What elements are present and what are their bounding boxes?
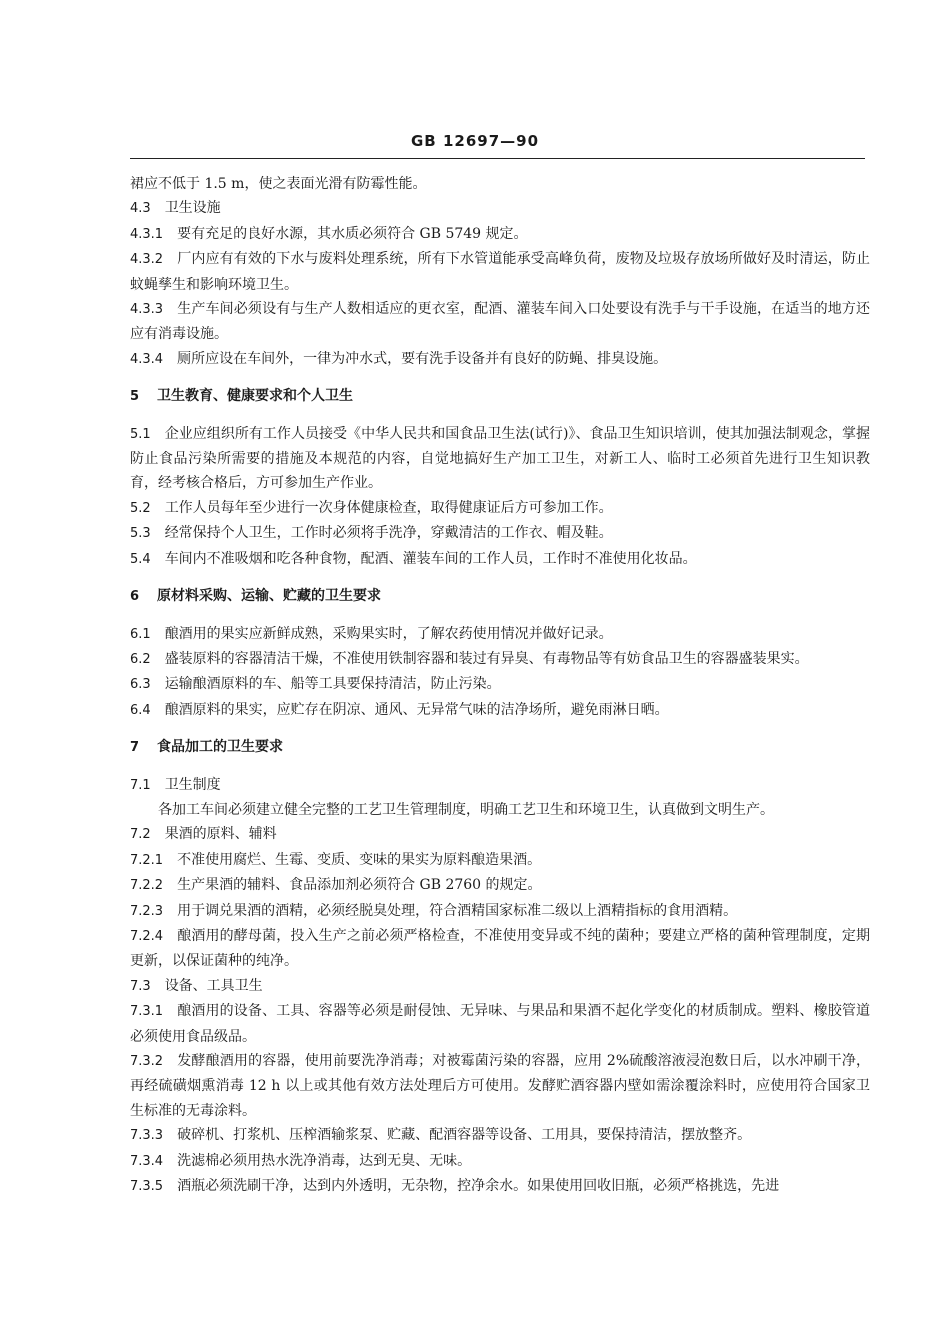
clause-5-2 — [130, 496, 870, 521]
clause-number: 7.3.3 — [130, 1128, 164, 1144]
clause-5-1 — [130, 422, 870, 496]
clause-text: 酿酒原料的果实，应贮存在阴凉、通风、无异常气味的洁净场所，避免雨淋日晒。 — [164, 701, 669, 718]
clause-text: 盛装原料的容器清洁干燥，不准使用铁制容器和装过有异臭、有毒物品等有妨食品卫生的容器盛装果实。 — [164, 650, 809, 667]
clause-text: 运输酿酒原料的车、船等工具要保持清洁，防止污染。 — [164, 676, 501, 693]
clause-number: 7.2.1 — [130, 852, 164, 868]
clause-5-4 — [130, 547, 870, 572]
section-title: 食品加工的卫生要求 — [157, 739, 284, 756]
clause-text: 车间内不准吸烟和吃各种食物，配酒、灌装车间的工作人员，工作时不准使用化妆品。 — [164, 550, 697, 567]
clause-text: 企业应组织所有工作人员接受《中华人民共和国食品卫生法(试行)》、食品卫生知识培训，使其加强法制观念，掌握防止食品污染所需要的措施及本规范的内容，自觉地搞好生产加工卫生，对新工人、临时工必须首先进行卫生知识教育，经考核合格后，方可参加生产作业。 — [130, 425, 870, 492]
clause-number: 7.3.1 — [130, 1004, 164, 1020]
clause-7-3-2 — [130, 1049, 870, 1123]
clause-text: 厕所应设在车间外，一律为冲水式，要有洗手设备并有良好的防蝇、排臭设施。 — [177, 350, 668, 367]
clause-number: 7.3 — [130, 978, 151, 994]
section-heading-7 — [130, 735, 870, 760]
clause-number: 5.3 — [130, 526, 151, 542]
section-heading-5 — [130, 384, 870, 409]
clause-7-3-1 — [130, 999, 870, 1049]
clause-text: 设备、工具卫生 — [164, 977, 263, 994]
clause-number: 4.3.3 — [130, 302, 164, 318]
clause-text: 生产车间必须设有与生产人数相适应的更衣室，配酒、灌装车间入口处要设有洗手与干手设施，在适当的地方还应有消毒设施。 — [130, 301, 870, 343]
document-body — [130, 172, 870, 1199]
clause-7-2-2 — [130, 873, 870, 898]
clause-number: 6.4 — [130, 702, 151, 718]
clause-text: 破碎机、打浆机、压榨酒输浆泵、贮藏、配酒容器等设备、工用具，要保持清洁，摆放整齐。 — [177, 1127, 752, 1144]
clause-text: 发酵酿酒用的容器，使用前要洗净消毒；对被霉菌污染的容器，应用 2%硫酸溶液浸泡数日后，以水冲刷干净，再经硫磺烟熏消毒 12 h 以上或其他有效方法处理后方可使用。发酵贮酒容器内壁如需涂覆涂料时，应使用符合国家卫生标准的无毒涂料。 — [130, 1053, 870, 1119]
section-number: 7 — [130, 740, 140, 756]
clause-text: 卫生制度 — [164, 776, 221, 793]
clause-7-2 — [130, 822, 870, 847]
clause-number: 4.3.2 — [130, 252, 164, 268]
clause-number: 7.2 — [130, 827, 151, 843]
clause-number: 7.2.4 — [130, 928, 164, 944]
clause-number: 7.3.4 — [130, 1153, 164, 1169]
clause-text: 酒瓶必须洗刷干净，达到内外透明，无杂物，控净余水。如果使用回收旧瓶，必须严格挑选，先进 — [177, 1178, 780, 1195]
clause-number: 5.4 — [130, 551, 151, 567]
clause-6-2 — [130, 647, 870, 672]
clause-number: 7.2.3 — [130, 903, 164, 919]
clause-text: 要有充足的良好水源，其水质必须符合 GB 5749 规定。 — [177, 225, 528, 242]
clause-4-3-2 — [130, 247, 870, 297]
clause-text: 卫生设施 — [164, 200, 221, 217]
clause-number: 4.3.4 — [130, 351, 164, 367]
clause-7-2-3 — [130, 899, 870, 924]
clause-7-1 — [130, 773, 870, 798]
clause-number: 4.3.1 — [130, 226, 164, 242]
clause-5-3 — [130, 521, 870, 546]
clause-text: 酿酒用的设备、工具、容器等必须是耐侵蚀、无异味、与果品和果酒不起化学变化的材质制成。塑料、橡胶管道必须使用食品级品。 — [130, 1003, 870, 1045]
clause-number: 7.3.2 — [130, 1054, 164, 1069]
clause-text: 酿酒用的酵母菌，投入生产之前必须严格检查，不准使用变异或不纯的菌种；要建立严格的菌种管理制度，定期更新，以保证菌种的纯净。 — [130, 927, 870, 970]
clause-6-1 — [130, 622, 870, 647]
clause-text: 工作人员每年至少进行一次身体健康检查，取得健康证后方可参加工作。 — [164, 499, 613, 516]
clause-6-4 — [130, 698, 870, 723]
clause-7-2-4 — [130, 924, 870, 974]
section-heading-6 — [130, 584, 870, 609]
clause-7-3-3 — [130, 1123, 870, 1148]
section-number: 6 — [130, 589, 140, 605]
clause-text: 洗滤棉必须用热水洗净消毒，达到无臭、无味。 — [177, 1152, 472, 1169]
clause-7-2-1 — [130, 848, 870, 873]
clause-text: 不准使用腐烂、生霉、变质、变味的果实为原料酿造果酒。 — [177, 851, 542, 868]
clause-7-3-5 — [130, 1174, 870, 1199]
clause-4-3 — [130, 196, 870, 221]
clause-6-3 — [130, 672, 870, 697]
clause-number: 7.2.2 — [130, 878, 164, 894]
section-title: 卫生教育、健康要求和个人卫生 — [157, 388, 354, 405]
clause-7-3-4 — [130, 1149, 870, 1174]
clause-number: 4.3 — [130, 201, 151, 217]
clause-text: 酿酒用的果实应新鲜成熟，采购果实时，了解农药使用情况并做好记录。 — [164, 625, 613, 642]
clause-7-3 — [130, 974, 870, 999]
clause-number: 5.2 — [130, 500, 151, 516]
clause-text: 厂内应有有效的下水与废料处理系统，所有下水管道能承受高峰负荷，废物及垃圾存放场所做好及时清运，防止蚊蝇孳生和影响环境卫生。 — [130, 251, 870, 293]
clause-text: 果酒的原料、辅料 — [164, 826, 277, 843]
clause-4-3-1 — [130, 222, 870, 247]
clause-4-3-4 — [130, 347, 870, 372]
clause-text: 用于调兑果酒的酒精，必须经脱臭处理，符合酒精国家标准二级以上酒精指标的食用酒精。 — [177, 902, 738, 919]
clause-number: 6.3 — [130, 677, 151, 693]
clause-4-3-3 — [130, 297, 870, 347]
header-rule — [130, 158, 865, 159]
clause-text: 经常保持个人卫生，工作时必须将手洗净，穿戴清洁的工作衣、帽及鞋。 — [164, 525, 613, 542]
section-title: 原材料采购、运输、贮藏的卫生要求 — [157, 588, 382, 605]
clause-number: 5.1 — [130, 426, 151, 442]
clause-text: 生产果酒的辅料、食品添加剂必须符合 GB 2760 的规定。 — [177, 877, 542, 894]
section-number: 5 — [130, 389, 140, 405]
clause-7-1-body: 各加工车间必须建立健全完整的工艺卫生管理制度，明确工艺卫生和环境卫生，认真做到文明生产。 — [158, 801, 774, 818]
clause-number: 7.1 — [130, 777, 151, 793]
page-header: GB 12697—90 — [410, 132, 540, 150]
clause-number: 7.3.5 — [130, 1179, 164, 1195]
paragraph: 裙应不低于 1.5 m，使之表面光滑有防霉性能。 — [130, 176, 427, 192]
clause-number: 6.1 — [130, 626, 151, 642]
clause-number: 6.2 — [130, 651, 151, 667]
